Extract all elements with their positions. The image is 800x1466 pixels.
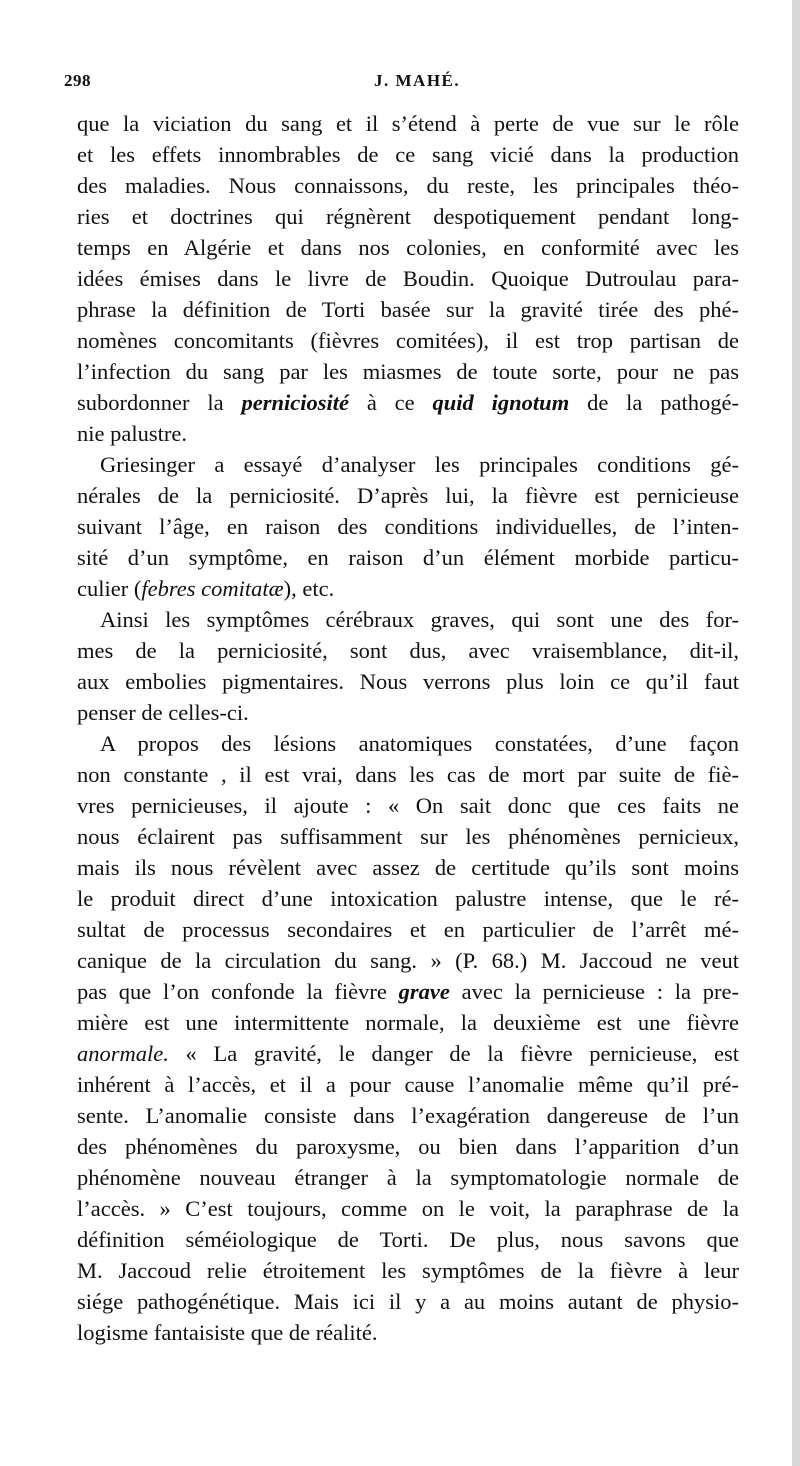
text-line: nérales de la perniciosité. D’après lui, la fièvre est pernicieuse bbox=[77, 483, 739, 508]
italic-term: perniciosité bbox=[241, 390, 349, 415]
text-line: mais ils nous révèlent avec assez de certitude qu’ils sont moins bbox=[77, 855, 739, 880]
scan-edge bbox=[792, 0, 800, 1466]
text-line: des maladies. Nous connaissons, du reste, les principales théo- bbox=[77, 173, 739, 198]
text-line: M. Jaccoud relie étroitement les symptômes de la fièvre à leur bbox=[77, 1258, 739, 1283]
text-line: nomènes concomitants (fièvres comitées), il est trop partisan de bbox=[77, 328, 739, 353]
text-line: canique de la circulation du sang. » (P. 68.) M. Jaccoud ne veut bbox=[77, 948, 739, 973]
text-line: aux embolies pigmentaires. Nous verrons plus loin ce qu’il faut bbox=[77, 669, 739, 694]
italic-term: quid ignotum bbox=[432, 390, 570, 415]
page-number: 298 bbox=[64, 71, 91, 90]
text-line: temps en Algérie et dans nos colonies, en conformité avec les bbox=[77, 235, 739, 260]
text-line: pas que l’on confonde la fièvre grave avec la pernicieuse : la pre- bbox=[77, 979, 740, 1004]
paragraph-start-line: Griesinger a essayé d’analyser les principales conditions gé- bbox=[100, 452, 739, 477]
text-line: culier (febres comitatæ), etc. bbox=[77, 576, 335, 601]
text-line: sente. L’anomalie consiste dans l’exagération dangereuse de l’un bbox=[77, 1103, 739, 1128]
text-line: et les effets innombrables de ce sang vicié dans la production bbox=[77, 142, 739, 167]
text-line: ries et doctrines qui régnèrent despotiquement pendant long- bbox=[77, 204, 739, 229]
text-line: mes de la perniciosité, sont dus, avec vraisemblance, dit-il, bbox=[77, 638, 739, 663]
text-line: que la viciation du sang et il s’étend à perte de vue sur le rôle bbox=[77, 111, 739, 136]
text-line: idées émises dans le livre de Boudin. Quoique Dutroulau para- bbox=[77, 266, 739, 291]
text-line: nie palustre. bbox=[77, 421, 187, 446]
text-line: suivant l’âge, en raison des conditions individuelles, de l’inten- bbox=[77, 514, 739, 539]
text-line: sité d’un symptôme, en raison d’un élément morbide particu- bbox=[77, 545, 739, 570]
text-line: des phénomènes du paroxysme, ou bien dans l’apparition d’un bbox=[77, 1134, 739, 1159]
running-head-author: J. MAHÉ. bbox=[374, 71, 461, 90]
text-line: sultat de processus secondaires et en particulier de l’arrêt mé- bbox=[77, 917, 739, 942]
text-line: phénomène nouveau étranger à la symptomatologie normale de bbox=[77, 1165, 739, 1190]
text-line: le produit direct d’une intoxication palustre intense, que le ré- bbox=[77, 886, 739, 911]
paragraph-start-line: Ainsi les symptômes cérébraux graves, qui sont une des for- bbox=[100, 607, 739, 632]
text-line: subordonner la perniciosité à ce quid ignotum de la pathogé- bbox=[77, 390, 739, 415]
text-line: vres pernicieuses, il ajoute : « On sait donc que ces faits ne bbox=[77, 793, 739, 818]
text-line: anormale. « La gravité, le danger de la fièvre pernicieuse, est bbox=[77, 1041, 739, 1066]
italic-term: anormale. bbox=[77, 1041, 169, 1066]
text-line: siége pathogénétique. Mais ici il y a au moins autant de physio- bbox=[77, 1289, 739, 1314]
text-line: penser de celles-ci. bbox=[77, 700, 249, 725]
text-line: définition séméiologique de Torti. De plus, nous savons que bbox=[77, 1227, 739, 1252]
text-line: l’accès. » C’est toujours, comme on le voit, la paraphrase de la bbox=[77, 1196, 739, 1221]
text-line: non constante , il est vrai, dans les cas de mort par suite de fiè- bbox=[77, 762, 739, 787]
text-line: l’infection du sang par les miasmes de toute sorte, pour ne pas bbox=[77, 359, 739, 384]
text-line: logisme fantaisiste que de réalité. bbox=[77, 1320, 378, 1345]
text-line: mière est une intermittente normale, la deuxième est une fièvre bbox=[77, 1010, 739, 1035]
text-line: phrase la définition de Torti basée sur la gravité tirée des phé- bbox=[77, 297, 739, 322]
paragraph-start-line: A propos des lésions anatomiques constatées, d’une façon bbox=[100, 731, 739, 756]
text-line: inhérent à l’accès, et il a pour cause l’anomalie même qu’il pré- bbox=[77, 1072, 739, 1097]
italic-term: febres comitatæ bbox=[141, 576, 284, 601]
text-line: nous éclairent pas suffisamment sur les phénomènes pernicieux, bbox=[77, 824, 739, 849]
italic-term: grave bbox=[398, 979, 450, 1004]
